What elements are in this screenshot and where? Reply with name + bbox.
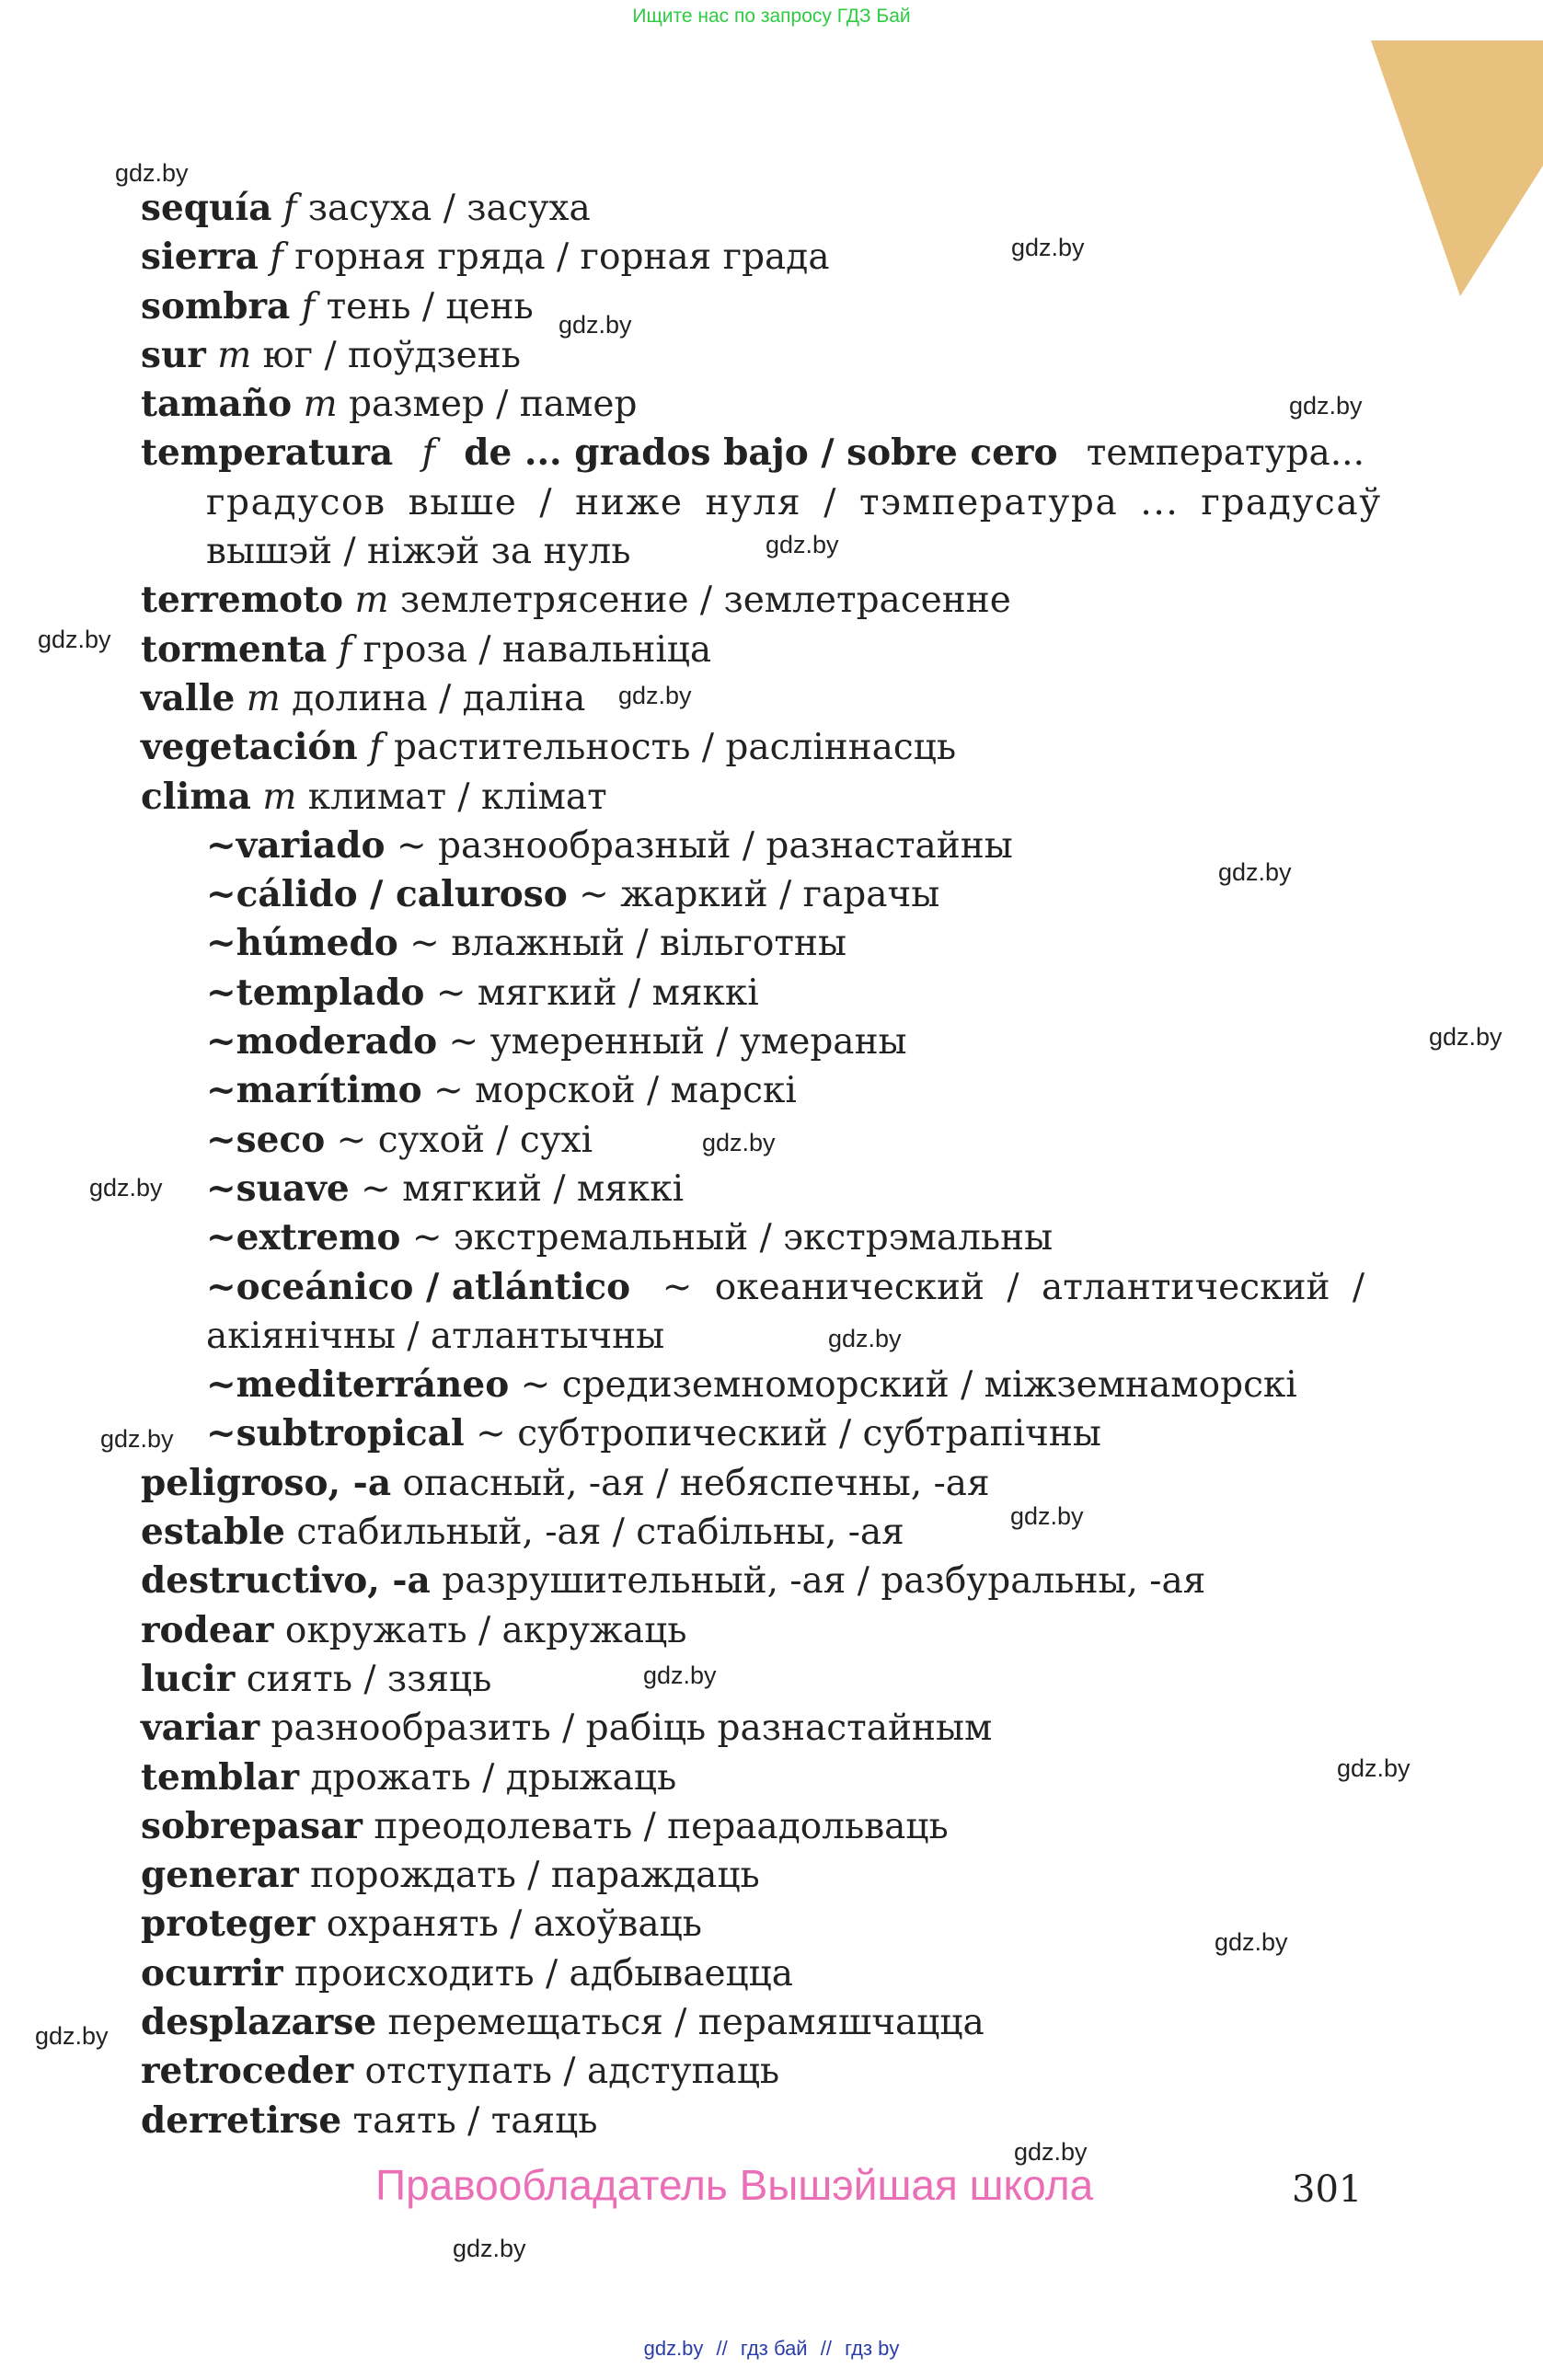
footer-links [0, 2337, 1543, 2361]
watermark: gdz.by [38, 626, 111, 653]
headword: retroceder [141, 2050, 354, 2093]
translation: юг / поўдзень [262, 334, 521, 376]
translation: ~ жаркий / гарачы [579, 874, 940, 916]
headword: proteger [141, 1903, 316, 1946]
entry-extremo [141, 1213, 1365, 1262]
translation: сиять / ззяць [246, 1658, 492, 1700]
entry-terremoto [141, 576, 1365, 625]
watermark: gdz.by [558, 311, 632, 339]
gender-mark: m [303, 384, 338, 426]
copyright-notice: Правообладатель Вышэйшая школа [375, 2161, 1094, 2209]
headword: ~subtropical [206, 1412, 465, 1455]
translation: ~ мягкий / мяккі [435, 972, 759, 1014]
watermark: gdz.by [1215, 1928, 1288, 1956]
headword: valle [141, 676, 236, 719]
footer-separator: // [820, 2337, 832, 2360]
translation: ~ средиземноморский / міжземнаморскі [520, 1364, 1297, 1407]
corner-tab-shape [1371, 40, 1543, 296]
entry-tamano [141, 380, 1365, 429]
translation: ~ сухой / сухі [336, 1119, 593, 1161]
entry-sequia [141, 184, 1365, 233]
headword: ~seco [206, 1118, 326, 1161]
footer-separator: // [716, 2337, 728, 2360]
entry-continuation [141, 478, 1382, 527]
headword: lucir [141, 1657, 236, 1700]
headword: estable [141, 1511, 285, 1554]
page-number: 301 [1292, 2168, 1363, 2211]
watermark: gdz.by [1218, 858, 1292, 886]
watermark: gdz.by [1011, 234, 1085, 261]
headword: ocurrir [141, 1951, 283, 1995]
entry-estable [141, 1508, 1365, 1557]
entry-suave [141, 1165, 1365, 1213]
watermark: gdz.by [828, 1325, 902, 1352]
entry-moderado [141, 1018, 1365, 1066]
headword: tormenta [141, 627, 328, 671]
translation: ~ морской / марскі [433, 1070, 797, 1112]
translation: горная гряда / горная града [294, 236, 830, 279]
entry-sur [141, 331, 1365, 380]
translation: температура... [1086, 432, 1365, 475]
translation: ~ субтропический / субтрапічны [476, 1413, 1101, 1455]
translation: тень / цень [326, 285, 534, 328]
entry-clima [141, 773, 1365, 822]
watermark: gdz.by [618, 682, 692, 709]
headword: derretirse [141, 2098, 342, 2142]
watermark: gdz.by [702, 1129, 776, 1156]
translation: происходить / адбываецца [294, 1952, 793, 1995]
translation: ~ экстремальный / экстрэмальны [411, 1217, 1054, 1259]
translation: гроза / навальніца [363, 628, 712, 671]
headword: rodear [141, 1608, 274, 1651]
gender-mark: f [338, 628, 352, 671]
headword: sombra [141, 284, 291, 328]
entry-humedo [141, 919, 1365, 968]
headword: desplazarse [141, 2000, 377, 2043]
entry-retroceder [141, 2047, 1365, 2096]
gender-mark: f [369, 727, 383, 769]
entry-ocurrir [141, 1949, 1365, 1998]
watermark: gdz.by [1010, 1502, 1084, 1530]
headword: ~variado [206, 823, 386, 867]
translation: ~ умеренный / умераны [448, 1021, 907, 1064]
headword: terremoto [141, 579, 344, 622]
translation: засуха / засуха [307, 188, 591, 229]
translation: окружать / акружаць [284, 1609, 687, 1651]
translation: долина / даліна [292, 677, 586, 719]
translation: разрушительный, -ая / разбуральны, -ая [442, 1560, 1206, 1603]
gender-mark: f [301, 285, 316, 328]
watermark: gdz.by [89, 1174, 163, 1201]
headword: vegetación [141, 726, 358, 769]
gender-mark: f [270, 236, 283, 279]
translation: дрожать / дрыжаць [310, 1756, 677, 1799]
entry-sierra [141, 233, 1365, 282]
entry-calido [141, 870, 1365, 919]
watermark: gdz.by [453, 2235, 526, 2262]
translation: таять / таяць [352, 2099, 598, 2142]
translation: градусов выше / ниже нуля / тэмпература ... градусаў [206, 481, 1382, 523]
footer-link-gdz-by-2[interactable]: гдз by [845, 2337, 900, 2360]
entry-templado [141, 969, 1365, 1018]
translation: отступать / адступаць [364, 2051, 780, 2093]
entry-oceanico [141, 1263, 1365, 1312]
headword: ~extremo [206, 1216, 401, 1259]
entry-variado [141, 822, 1365, 870]
watermark: gdz.by [766, 531, 839, 558]
translation: климат / клімат [307, 776, 607, 818]
headword: destructivo, -a [141, 1559, 431, 1603]
translation: ~ мягкий / мяккі [361, 1167, 685, 1210]
entry-desplazarse [141, 1998, 1365, 2047]
entry-derretirse [141, 2097, 1365, 2145]
gender-mark: m [262, 776, 297, 818]
headword: ~marítimo [206, 1069, 422, 1112]
headword: ~suave [206, 1167, 350, 1210]
headword: ~templado [206, 971, 425, 1014]
translation: ~ влажный / вільготны [409, 923, 847, 965]
watermark: gdz.by [1429, 1023, 1503, 1051]
translation: преодолевать / пераадольваць [374, 1805, 949, 1847]
entry-vegetacion [141, 723, 1365, 772]
translation: порождать / параждаць [310, 1855, 760, 1897]
gender-mark: f [421, 432, 435, 475]
entry-sombra [141, 282, 1365, 331]
headword: clima [141, 775, 251, 818]
translation: стабильный, -ая / стабільны, -ая [296, 1512, 904, 1554]
headword: temperatura [141, 431, 394, 475]
headword: sierra [141, 236, 259, 279]
footer-link-gdz-by[interactable]: gdz.by [643, 2337, 704, 2360]
headword-phrase: de ... grados bajo / sobre cero [464, 431, 1058, 475]
entry-rodear [141, 1606, 1365, 1655]
entry-subtropical [141, 1409, 1365, 1458]
watermark: gdz.by [1337, 1754, 1411, 1782]
entry-continuation [141, 1312, 1365, 1361]
entry-maritimo [141, 1066, 1365, 1115]
entry-temblar [141, 1753, 1365, 1802]
gender-mark: f [282, 188, 297, 229]
headword: temblar [141, 1755, 299, 1799]
entry-valle [141, 674, 1365, 723]
translation: растительность / расліннасць [394, 727, 957, 769]
entry-tormenta [141, 626, 1365, 674]
translation: разнообразить / рабіць разнастайным [271, 1707, 993, 1750]
headword: peligroso, -a [141, 1461, 392, 1504]
entry-sobrepasar [141, 1802, 1365, 1851]
entry-temperatura [141, 429, 1365, 477]
translation: перемещаться / перамяшчацца [387, 2001, 985, 2043]
translation: ~ разнообразный / разнастайны [396, 824, 1013, 867]
headword: ~cálido / caluroso [206, 873, 568, 916]
entry-destructivo [141, 1557, 1365, 1605]
headword: ~mediterráneo [206, 1363, 510, 1407]
translation: акіянічны / атлантычны [206, 1315, 665, 1357]
headword: tamaño [141, 383, 293, 426]
watermark: gdz.by [100, 1425, 174, 1453]
headword: sur [141, 333, 206, 376]
watermark: gdz.by [1014, 2138, 1088, 2166]
translation: опасный, -ая / небяспечны, -ая [402, 1462, 990, 1504]
headword: generar [141, 1854, 299, 1897]
headword: sobrepasar [141, 1804, 363, 1847]
footer-link-gdz-bay[interactable]: гдз бай [740, 2337, 808, 2360]
headword: variar [141, 1707, 260, 1750]
entry-continuation [141, 527, 1365, 576]
headword: ~moderado [206, 1020, 438, 1064]
entry-proteger [141, 1900, 1365, 1949]
watermark: gdz.by [115, 159, 189, 187]
headword: ~húmedo [206, 922, 398, 965]
gender-mark: m [246, 677, 281, 719]
watermark: gdz.by [35, 2022, 109, 2050]
entry-peligroso [141, 1459, 1365, 1508]
gender-mark: m [217, 334, 252, 376]
watermark: gdz.by [643, 1661, 717, 1689]
watermark: gdz.by [1289, 392, 1363, 420]
translation: размер / памер [349, 384, 638, 426]
entry-mediterraneo [141, 1361, 1365, 1409]
translation: землетрясение / землетрасенне [399, 580, 1011, 622]
translation: вышэй / ніжэй за нуль [206, 531, 631, 573]
gender-mark: m [354, 580, 389, 622]
translation: охранять / ахоўваць [326, 1903, 702, 1946]
headword: ~oceánico / atlántico [206, 1265, 631, 1308]
entry-lucir [141, 1655, 1365, 1704]
entry-generar [141, 1851, 1365, 1900]
entry-variar [141, 1704, 1365, 1753]
headword: sequía [141, 187, 272, 229]
top-banner[interactable]: Ищите нас по запросу ГДЗ Бай [632, 6, 911, 27]
translation: ~ океанический / атлантический / [662, 1266, 1365, 1308]
